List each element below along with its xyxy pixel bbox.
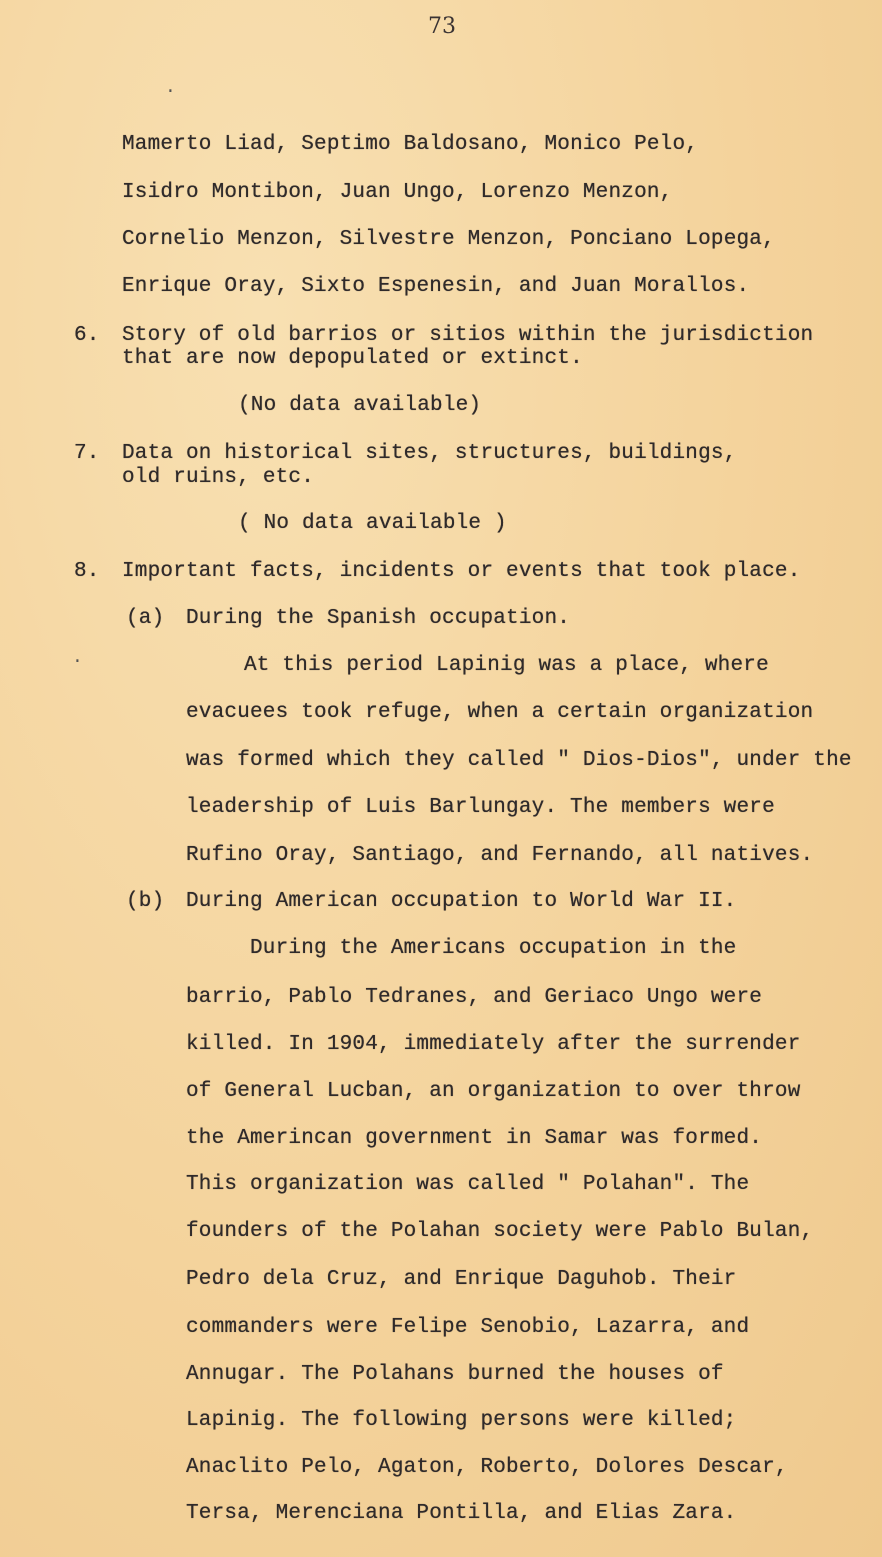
text-line: Annugar. The Polahans burned the houses of xyxy=(186,1363,724,1386)
text-line: Isidro Montibon, Juan Ungo, Lorenzo Menzon, xyxy=(122,181,673,204)
text-line: of General Lucban, an organization to over throw xyxy=(186,1080,801,1103)
text-line: was formed which they called " Dios-Dios", under the xyxy=(186,749,852,772)
text-line: During the Americans occupation in the xyxy=(250,937,737,960)
subsection-label: (a) xyxy=(126,607,165,630)
text-line: Data on historical sites, structures, buildings, xyxy=(122,442,737,465)
stray-mark: · xyxy=(165,82,176,102)
subsection-heading: During the Spanish occupation. xyxy=(186,607,571,630)
no-data-note: ( No data available ) xyxy=(238,512,507,535)
text-line: that are now depopulated or extinct. xyxy=(122,347,583,370)
item-number: 6. xyxy=(74,324,100,347)
page-number: 73 xyxy=(428,14,456,39)
subsection-label: (b) xyxy=(126,890,165,913)
text-line: Lapinig. The following persons were killed; xyxy=(186,1409,737,1432)
text-line: Mamerto Liad, Septimo Baldosano, Monico Pelo, xyxy=(122,133,699,156)
stray-mark: · xyxy=(72,652,83,672)
text-line: This organization was called " Polahan". The xyxy=(186,1173,750,1196)
text-line: At this period Lapinig was a place, where xyxy=(244,654,769,677)
text-line: founders of the Polahan society were Pablo Bulan, xyxy=(186,1220,814,1243)
text-line: Enrique Oray, Sixto Espenesin, and Juan Morallos. xyxy=(122,275,750,298)
text-line: Cornelio Menzon, Silvestre Menzon, Ponciano Lopega, xyxy=(122,228,775,251)
text-line: evacuees took refuge, when a certain organization xyxy=(186,701,814,724)
item-number: 8. xyxy=(74,560,100,583)
text-line: barrio, Pablo Tedranes, and Geriaco Ungo were xyxy=(186,986,763,1009)
text-line: leadership of Luis Barlungay. The members were xyxy=(186,796,775,819)
text-line: Story of old barrios or sitios within the jurisdiction xyxy=(122,324,814,347)
text-line: commanders were Felipe Senobio, Lazarra, and xyxy=(186,1316,750,1339)
text-line: killed. In 1904, immediately after the surrender xyxy=(186,1033,801,1056)
text-line: Pedro dela Cruz, and Enrique Daguhob. Their xyxy=(186,1268,737,1291)
no-data-note: (No data available) xyxy=(238,394,482,417)
item-number: 7. xyxy=(74,442,100,465)
text-line: old ruins, etc. xyxy=(122,466,315,489)
text-line: Tersa, Merenciana Pontilla, and Elias Zara. xyxy=(186,1502,737,1525)
text-line: Rufino Oray, Santiago, and Fernando, all natives. xyxy=(186,844,814,867)
text-line: the Amerincan government in Samar was formed. xyxy=(186,1127,763,1150)
subsection-heading: During American occupation to World War II. xyxy=(186,890,737,913)
section-heading: Important facts, incidents or events that took place. xyxy=(122,560,801,583)
text-line: Anaclito Pelo, Agaton, Roberto, Dolores Descar, xyxy=(186,1456,788,1479)
